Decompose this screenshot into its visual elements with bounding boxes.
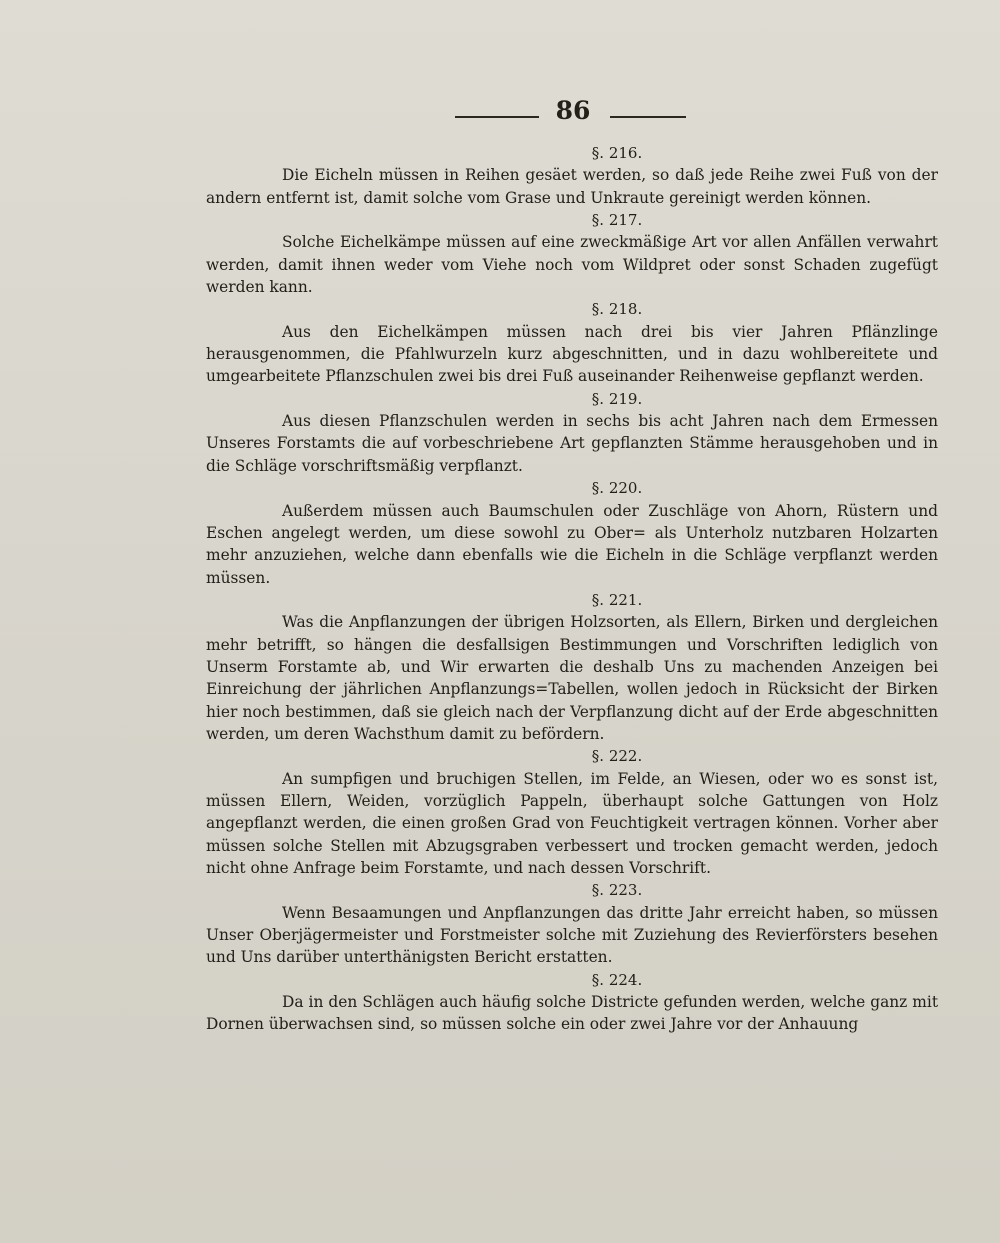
section-paragraph: Wenn Besaamungen und Anpflanzungen das dritte Jahr erreicht haben, so müssen Unser Oberjägermeister und Forstmeister solche mit Zuziehung des Revierförsters besehen und Uns darüber unterthänigsten Bericht erstatten. [206, 903, 938, 967]
header-rule-left [455, 116, 539, 118]
section-paragraph: An sumpfigen und bruchigen Stellen, im Felde, an Wiesen, oder wo es sonst ist, müssen Ellern, Weiden, vorzüglich Pappeln, überhaupt solche Gattungen von Holz angepflanzt werden, die einen großen Grad von Feuchtigkeit vertragen können. Vorher aber müssen solche Stellen mit Abzugsgraben verbessert und trocken gemacht werden, jedoch nicht ohne Anfrage beim Forstamte, und nach dessen Vorschrift. [206, 769, 938, 877]
section-heading: §. 218. [591, 300, 643, 319]
section-heading: §. 216. [591, 144, 643, 162]
page-body [206, 142, 938, 1036]
section-paragraph: Die Eicheln müssen in Reihen gesäet werden, so daß jede Reihe zwei Fuß von der andern entfernt ist, damit solche vom Grase und Unkraute gereinigt werden können. [206, 166, 938, 207]
page-number: 86 [555, 96, 591, 125]
section-paragraph: Da in den Schlägen auch häufig solche Districte gefunden werden, welche ganz mit Dornen überwachsen sind, so müssen solche ein oder zwei Jahre vor der Anhauung [206, 993, 938, 1034]
section-paragraph: Außerdem müssen auch Baumschulen oder Zuschläge von Ahorn, Rüstern und Eschen angelegt werden, um diese sowohl zu Ober= als Unterholz nutzbaren Holzarten mehr anzuziehen, welche dann ebenfalls wie die Eicheln in die Schläge verpflanzt werden müssen. [206, 501, 938, 587]
section-heading: §. 223. [591, 881, 643, 900]
header-rule-right [610, 116, 686, 118]
section-heading: §. 224. [591, 970, 643, 989]
section-heading: §. 217. [591, 211, 643, 230]
page-header [0, 96, 1000, 132]
section-paragraph: Solche Eichelkämpe müssen auf eine zweckmäßige Art vor allen Anfällen verwahrt werden, damit ihnen weder vom Viehe noch vom Wildpret oder sonst Schaden zugefügt werden kann. [206, 233, 938, 297]
section-heading: §. 221. [591, 590, 643, 609]
section-paragraph: Aus den Eichelkämpen müssen nach drei bis vier Jahren Pflänzlinge herausgenommen, die Pfahlwurzeln kurz abgeschnitten, und in dazu wohlbereitete und umgearbeitete Pflanzschulen zwei bis drei Fuß auseinander Reihenweise gepflanzt werden. [206, 322, 938, 386]
section-paragraph: Aus diesen Pflanzschulen werden in sechs bis acht Jahren nach dem Ermessen Unseres Forstamts die auf vorbeschriebene Art gepflanzten Stämme herausgehoben und in die Schläge vorschriftsmäßig verpflanzt. [206, 412, 938, 475]
section-heading: §. 220. [591, 479, 643, 498]
section-heading: §. 222. [591, 747, 643, 766]
section-paragraph: Was die Anpflanzungen der übrigen Holzsorten, als Ellern, Birken und dergleichen mehr betrifft, so hängen die desfallsigen Bestimmungen und Vorschriften lediglich von Unserm Forstamte ab, und Wir erwarten die deshalb Uns zu machenden Anzeigen bei Einreichung der jährlichen Anpflanzungs=Tabellen, wollen jedoch in Rücksicht der Birken hier noch bestimmen, daß sie gleich nach der Verpflanzung dicht auf der Erde abgeschnitten werden, um deren Wachsthum damit zu befördern. [206, 613, 938, 743]
section-heading: §. 219. [591, 389, 643, 408]
